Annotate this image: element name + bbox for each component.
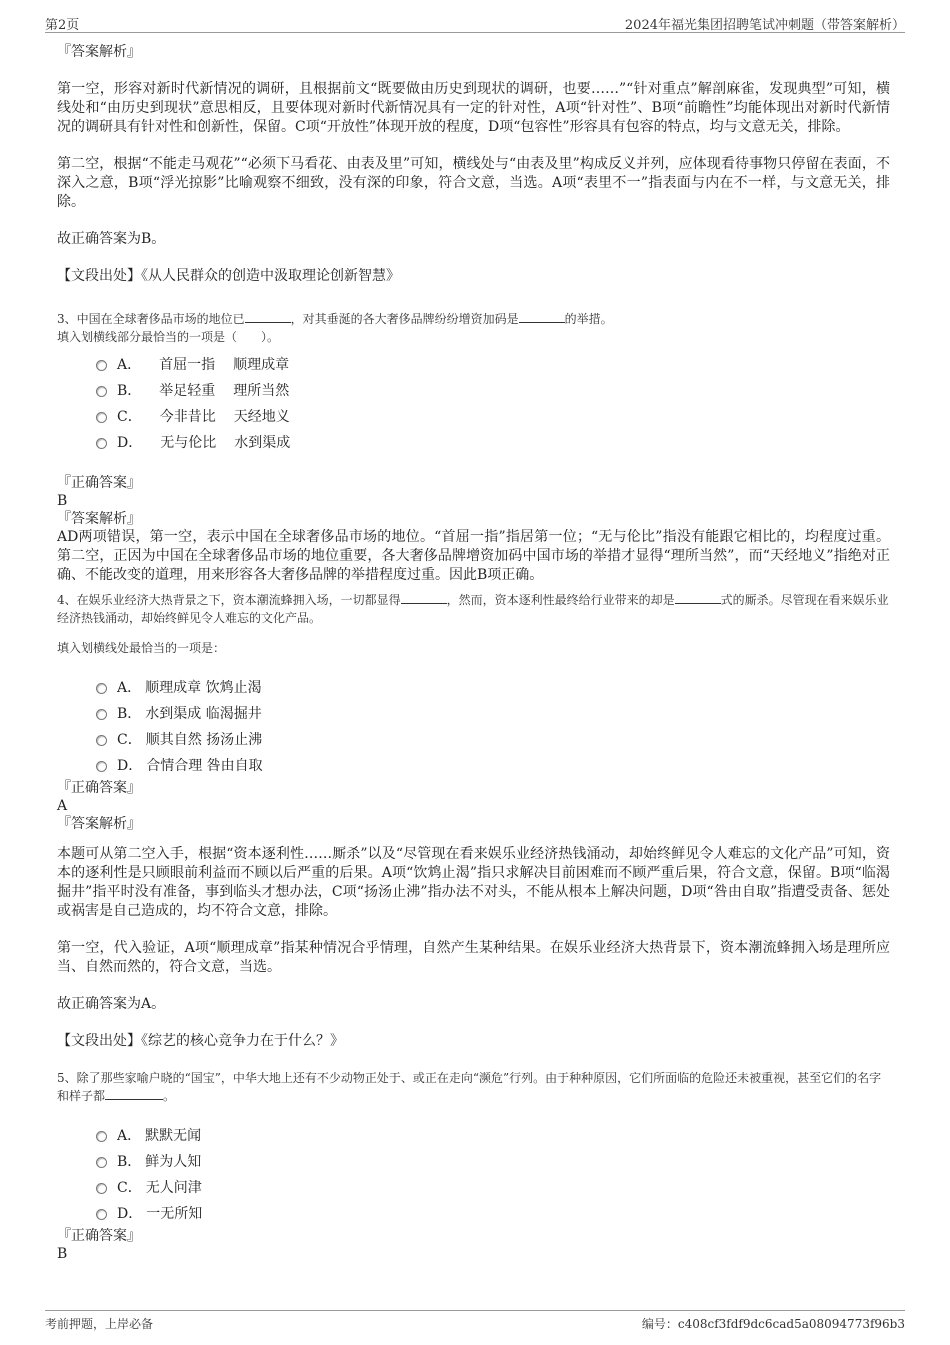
analysis-tag: 『答案解析』 [57, 511, 141, 527]
radio-icon[interactable] [96, 1209, 107, 1220]
correct-answer: B [57, 1246, 68, 1262]
answer-tag: 『正确答案』 [57, 475, 141, 491]
question-4 [57, 591, 890, 1051]
document-id: 编号：c408cf3fdf9dc6cad5a08094773f96b3 [641, 1317, 905, 1331]
option-c[interactable]: C． 今非昔比 天经地义 [96, 404, 890, 430]
question-prompt: 填入划横线部分最恰当的一项是（ ）。 [57, 330, 280, 344]
radio-icon[interactable] [96, 735, 107, 746]
option-b[interactable]: B． 举足轻重 理所当然 [96, 378, 890, 404]
source-citation: 【文段出处】《综艺的核心竞争力在于什么？》 [57, 1033, 344, 1049]
option-list [57, 1123, 890, 1227]
question-3 [57, 310, 890, 585]
radio-icon[interactable] [96, 1157, 107, 1168]
correct-answer: A [57, 798, 68, 814]
radio-icon[interactable] [96, 709, 107, 720]
option-a[interactable]: A． 首屈一指 顺理成章 [96, 352, 890, 378]
radio-icon[interactable] [96, 386, 107, 397]
option-a[interactable]: A． 顺理成章 饮鸩止渴 [96, 675, 890, 701]
fill-blank [105, 1087, 163, 1100]
option-d[interactable]: D． 一无所知 [96, 1201, 890, 1227]
answer-tag: 『正确答案』 [57, 780, 141, 796]
radio-icon[interactable] [96, 761, 107, 772]
page-header [45, 12, 905, 33]
fill-blank [245, 310, 291, 323]
conclusion-text: 故正确答案为A。 [57, 996, 166, 1012]
option-c[interactable]: C． 顺其自然 扬汤止沸 [96, 727, 890, 753]
page-number: 第2页 [45, 18, 80, 33]
radio-icon[interactable] [96, 1183, 107, 1194]
document-title: 2024年福光集团招聘笔试冲刺题（带答案解析） [624, 18, 905, 33]
answer-tag: 『正确答案』 [57, 1228, 141, 1244]
option-b[interactable]: B． 鲜为人知 [96, 1149, 890, 1175]
analysis-tag: 『答案解析』 [57, 44, 141, 60]
radio-icon[interactable] [96, 360, 107, 371]
option-d[interactable]: D． 无与伦比 水到渠成 [96, 430, 890, 456]
option-d[interactable]: D． 合情合理 咎由自取 [96, 753, 890, 779]
fill-blank [519, 310, 565, 323]
analysis-tag: 『答案解析』 [57, 816, 141, 832]
fill-blank [675, 591, 721, 604]
option-c[interactable]: C． 无人问津 [96, 1175, 890, 1201]
analysis-paragraph: 第一空，代入验证，A项“顺理成章”指某种情况合乎情理，自然产生某种结果。在娱乐业经济大热背景下，资本潮流蜂拥入场是理所应当、自然而然的，符合文意，当选。 [57, 940, 890, 975]
fill-blank [401, 591, 447, 604]
conclusion-text: 故正确答案为B。 [57, 231, 166, 247]
analysis-paragraph: AD两项错误，第一空，表示中国在全球奢侈品市场的地位。“首屈一指”指居第一位；“无与伦比”指没有能跟它相比的，均程度过重。第二空，正因为中国在全球奢侈品市场的地位重要，各大奢侈品牌增资加码中国市场的举措才显得“理所当然”，而“天经地义”指绝对正确、不能改变的道理，用来形容各大奢侈品牌的举措程度过重。因此B项正确。 [57, 529, 890, 583]
option-list [57, 352, 890, 456]
radio-icon[interactable] [96, 1131, 107, 1142]
page-content [57, 42, 890, 1263]
radio-icon[interactable] [96, 438, 107, 449]
analysis-paragraph: 第二空，根据“不能走马观花”“必须下马看花、由表及里”可知，横线处与“由表及里”构成反义并列，应体现看待事物只停留在表面，不深入之意，B项“浮光掠影”比喻观察不细致，没有深的印象，符合文意，当选。A项“表里不一”指表面与内在不一样，与文意无关，排除。 [57, 156, 890, 210]
footer-slogan: 考前押题，上岸必备 [45, 1317, 154, 1331]
source-citation: 【文段出处】《从人民群众的创造中汲取理论创新智慧》 [57, 268, 400, 284]
option-b[interactable]: B． 水到渠成 临渴掘井 [96, 701, 890, 727]
question-stem: 3、中国在全球奢侈品市场的地位已 ，对其垂涎的各大奢侈品牌纷纷增资加码是 的举措。 [57, 312, 613, 326]
question-stem: 4、在娱乐业经济大热背景之下，资本潮流蜂拥入场，一切都显得 ，然而，资本逐利性最终给行业带来的却是 式的厮杀。尽管现在看来娱乐业经济热钱涌动，却始终鲜见令人难忘的文化产品。 [57, 593, 889, 625]
question-prompt: 填入划横线处最恰当的一项是： [57, 641, 226, 655]
analysis-paragraph: 本题可从第二空入手，根据“资本逐利性……厮杀”以及“尽管现在看来娱乐业经济热钱涌动，却始终鲜见令人难忘的文化产品”可知，资本的逐利性是只顾眼前利益而不顾以后严重的后果。A项“饮鸩止渴”指只求解决目前困难而不顾严重后果，符合文意，保留。B项“临渴掘井”指平时没有准备，事到临头才想办法，C项“扬汤止沸”指办法不对头，不能从根本上解决问题，D项“咎由自取”指遭受责备、惩处或祸害是自己造成的，均不符合文意，排除。 [57, 846, 890, 919]
question-5 [57, 1069, 890, 1263]
analysis-paragraph: 第一空，形容对新时代新情况的调研，且根据前文“既要做由历史到现状的调研，也要……”“针对重点”解剖麻雀，发现典型”可知，横线处和“由历史到现状”意思相反，且要体现对新时代新情况具有一定的针对性，A项“针对性”、B项“前瞻性”均能体现出对新时代新情况的调研具有针对性和创新性，保留。C项“开放性”体现开放的程度，D项“包容性”形容具有包容的特点，均与文意无关，排除。 [57, 81, 890, 135]
question-stem: 5、除了那些家喻户晓的“国宝”，中华大地上还有不少动物正处于、或正在走向“濒危”行列。由于种种原因，它们所面临的危险还未被重视，甚至它们的名字和样子都 。 [57, 1071, 882, 1103]
page-footer [45, 1310, 905, 1335]
radio-icon[interactable] [96, 683, 107, 694]
correct-answer: B [57, 493, 68, 509]
option-a[interactable]: A． 默默无闻 [96, 1123, 890, 1149]
radio-icon[interactable] [96, 412, 107, 423]
option-list [57, 675, 890, 779]
